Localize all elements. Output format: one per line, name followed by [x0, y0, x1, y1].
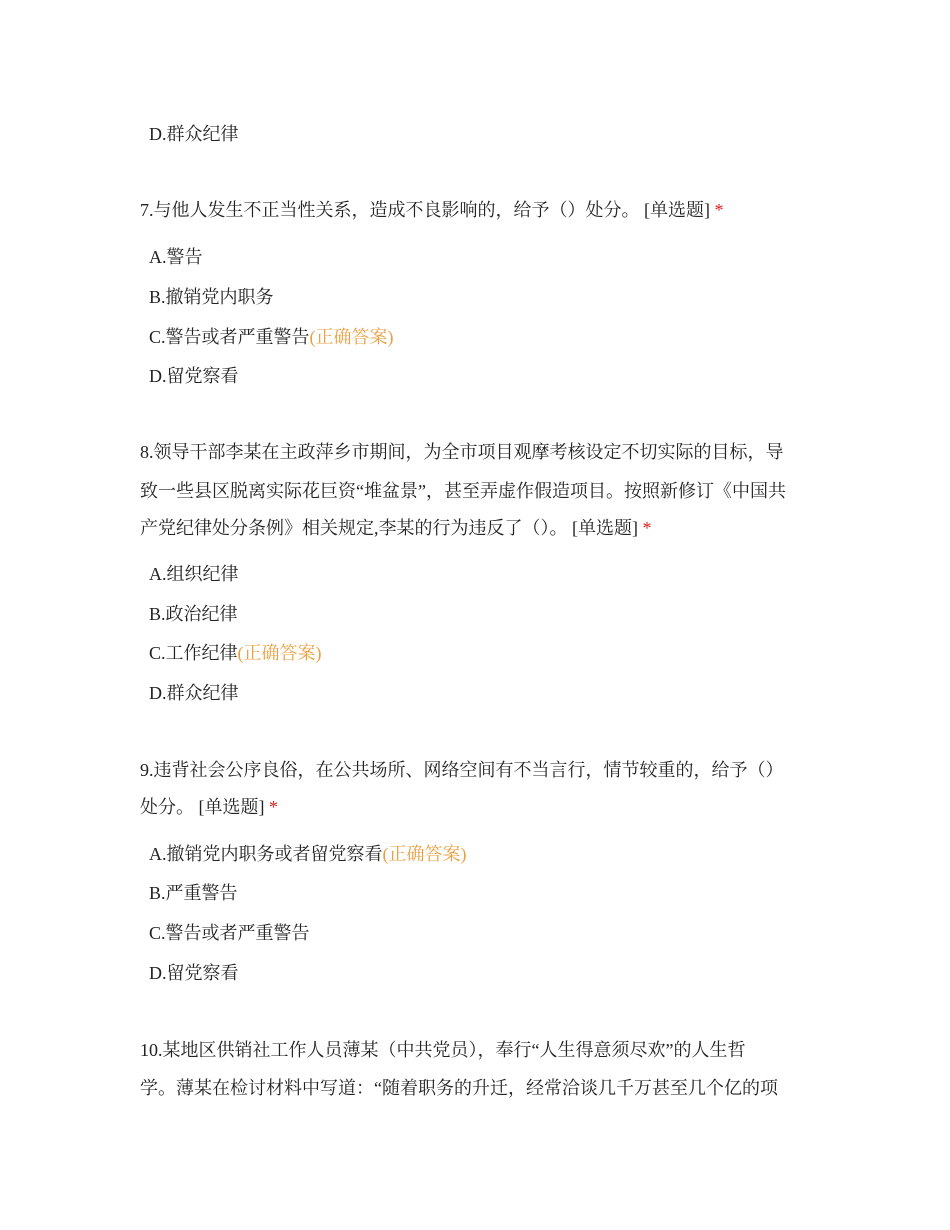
required-star: *: [269, 797, 278, 817]
q8-stem-line-2: 致一些县区脱离实际花巨资“堆盆景”，甚至弄虚作假造项目。按照新修订《中国共: [140, 481, 786, 501]
q8-option-a: A.组织纪律: [149, 564, 239, 584]
q8-stem-line-1: 8.领导干部李某在主政萍乡市期间，为全市项目观摩考核设定不切实际的目标，导: [140, 442, 784, 462]
q8-option-c: [149, 641, 322, 665]
q8-stem-text: 产党纪律处分条例》相关规定,李某的行为违反了（）。: [140, 518, 568, 538]
q7-option-c-text: C.警告或者严重警告: [149, 327, 310, 347]
q7-option-b: B.撤销党内职务: [149, 287, 274, 307]
q8-option-d: D.群众纪律: [149, 683, 239, 703]
correct-answer-tag: (正确答案): [237, 643, 322, 663]
q9-stem-line-2: [140, 795, 278, 819]
correct-answer-tag: (正确答案): [309, 327, 394, 347]
q7-type-label: [单选题]: [644, 200, 710, 220]
q9-type-label: [单选题]: [198, 797, 265, 817]
q8-option-c-text: C.工作纪律: [149, 643, 238, 663]
q9-option-a-text: A.撤销党内职务或者留党察看: [149, 844, 383, 864]
required-star: *: [714, 200, 724, 220]
q10-stem-line-2: 学。薄某在检讨材料中写道：“随着职务的升迁，经常洽谈几千万甚至几个亿的项: [140, 1078, 778, 1098]
q9-option-d: D.留党察看: [149, 963, 239, 983]
required-star: *: [642, 518, 652, 538]
q7-option-c: [149, 325, 394, 349]
q9-stem-text: 处分。: [140, 797, 194, 817]
q10-stem-line-1: 10.某地区供销社工作人员薄某（中共党员），奉行“人生得意须尽欢”的人生哲: [140, 1040, 746, 1060]
q9-stem-line-1: 9.违背社会公序良俗，在公共场所、网络空间有不当言行，情节较重的，给予（）: [140, 760, 784, 780]
q7-option-d: D.留党察看: [149, 366, 239, 386]
q6-option-d: D.群众纪律: [149, 124, 239, 144]
q8-option-b: B.政治纪律: [149, 604, 238, 624]
q9-option-c: C.警告或者严重警告: [149, 923, 310, 943]
q7-option-a: A.警告: [149, 247, 203, 267]
q8-type-label: [单选题]: [572, 518, 638, 538]
q7-stem-text: 7.与他人发生不正当性关系，造成不良影响的，给予（）处分。: [140, 200, 640, 220]
q7-stem: [140, 198, 724, 222]
correct-answer-tag: (正确答案): [382, 844, 467, 864]
q9-option-b: B.严重警告: [149, 883, 238, 903]
q8-stem-line-3: [140, 516, 652, 540]
q9-option-a: [149, 842, 467, 866]
